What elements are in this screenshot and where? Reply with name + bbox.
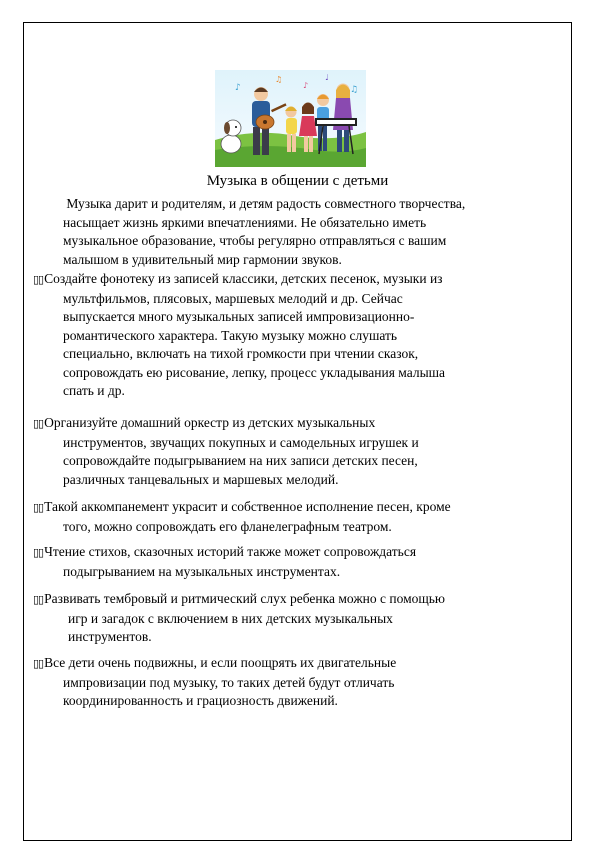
- bullet-marker-icon: ▯▯: [33, 657, 44, 670]
- tip-first-line: [33, 414, 419, 434]
- intro-line: Музыка дарит и родителям, и детям радость совместного творчества,: [63, 196, 466, 211]
- svg-text:♪: ♪: [235, 83, 241, 93]
- tip-text: Такой аккомпанемент украсит и собственное исполнение песен, кроме: [44, 499, 451, 514]
- svg-text:♫: ♫: [275, 75, 283, 84]
- tip-continuation-line: выпускается много музыкальных записей импровизационно-: [63, 309, 415, 324]
- tip-continuation-line: романтического характера. Такую музыку можно слушать: [63, 327, 398, 343]
- intro-paragraph: [63, 195, 465, 269]
- tip-item: [33, 654, 396, 711]
- tip-text: Чтение стихов, сказочных историй также может сопровождаться: [44, 544, 417, 559]
- tip-text: Создайте фонотеку из записей классики, детских песенок, музыки из: [44, 271, 443, 286]
- tip-item: [33, 270, 445, 401]
- tip-continuation-line: спать и др.: [63, 383, 125, 398]
- tip-continuation-line: различных танцевальных и маршевых мелодий.: [63, 471, 339, 487]
- tip-continuation-line: инструментов.: [68, 629, 152, 644]
- tip-first-line: [33, 654, 396, 674]
- tip-item: [33, 498, 451, 536]
- family-music-illustration: [215, 70, 366, 167]
- tip-first-line: [33, 590, 445, 610]
- tip-text: Организуйте домашний оркестр из детских музыкальных: [44, 415, 376, 430]
- intro-line: музыкальное образование, чтобы регулярно отправляться с вашим: [63, 233, 447, 248]
- intro-line: малышом в удивительный мир гармонии звуков.: [63, 251, 342, 267]
- tip-item: [33, 414, 419, 489]
- bullet-marker-icon: ▯▯: [33, 501, 44, 514]
- tip-continuation-line: игр и загадок с включением в них детских музыкальных: [68, 610, 393, 626]
- svg-text:♩: ♩: [325, 73, 329, 82]
- intro-line: насыщает жизнь яркими впечатлениями. Не обязательно иметь: [63, 214, 427, 230]
- tip-continuation-line: подыгрыванием на музыкальных инструментах.: [63, 563, 341, 579]
- tip-continuation-line: координированность и грациозность движений.: [63, 693, 338, 708]
- tip-continuation-line: сопровождать ею рисование, лепку, процесс укладывания малыша: [63, 364, 446, 380]
- tip-text: Развивать тембровый и ритмический слух ребенка можно с помощью: [44, 591, 446, 606]
- svg-text:♪: ♪: [303, 81, 309, 90]
- tip-continuation-line: того, можно сопровождать его фланелеграфным театром.: [63, 518, 392, 534]
- tip-item: [33, 543, 416, 581]
- bullet-marker-icon: ▯▯: [33, 417, 44, 430]
- tip-first-line: [33, 543, 416, 563]
- tip-continuation-line: сопровождайте подыгрыванием на них записи детских песен,: [63, 453, 418, 468]
- bullet-marker-icon: ▯▯: [33, 273, 44, 286]
- page-title: Музыка в общении с детьми: [206, 173, 389, 189]
- svg-text:♫: ♫: [350, 85, 359, 95]
- tip-item: [33, 590, 445, 647]
- tip-first-line: [33, 498, 451, 518]
- tip-continuation-line: импровизации под музыку, то таких детей будут отличать: [63, 674, 395, 690]
- bullet-marker-icon: ▯▯: [33, 593, 44, 606]
- tip-continuation-line: специально, включать на тихой громкости при чтении сказок,: [63, 346, 419, 361]
- tip-text: Все дети очень подвижны, и если поощрять их двигательные: [44, 655, 397, 670]
- tip-first-line: [33, 270, 445, 290]
- tip-continuation-line: инструментов, звучащих покупных и самодельных игрушек и: [63, 434, 419, 450]
- tip-continuation-line: мультфильмов, плясовых, маршевых мелодий и др. Сейчас: [63, 290, 403, 306]
- bullet-marker-icon: ▯▯: [33, 546, 44, 559]
